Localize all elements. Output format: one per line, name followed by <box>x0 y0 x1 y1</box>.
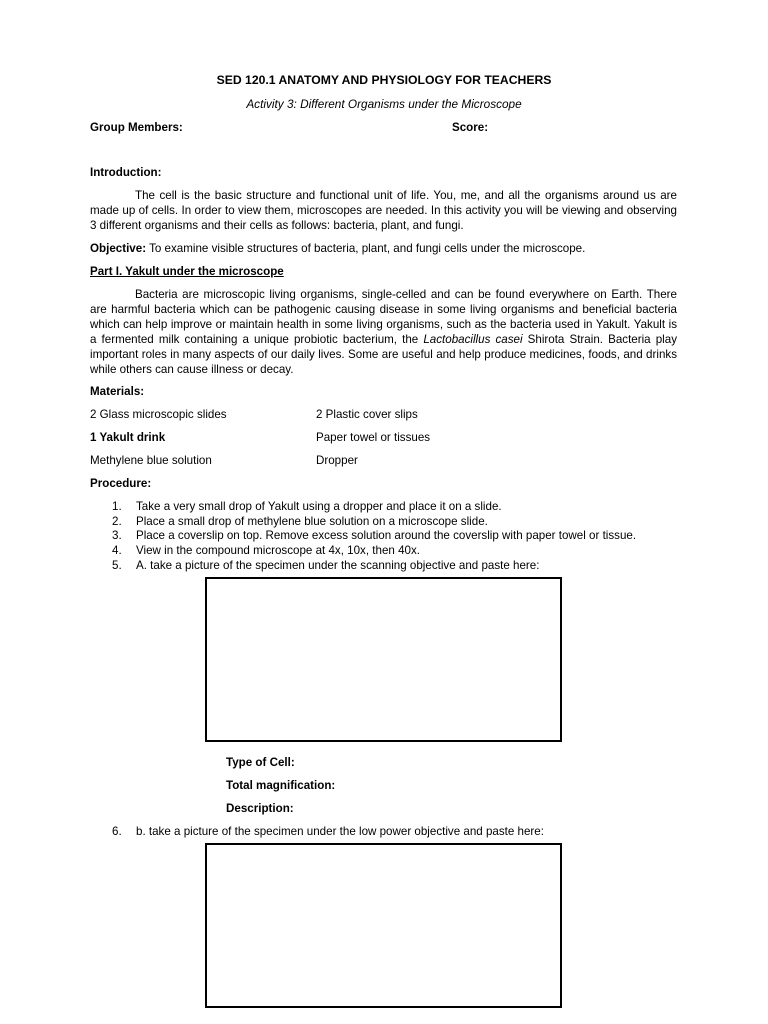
score-label: Score: <box>452 121 489 134</box>
procedure-step <box>112 514 692 529</box>
step-text: Place a coverslip on top. Remove excess solution around the coverslip with paper towel or tissue. <box>136 529 637 542</box>
part1-text <box>90 287 677 377</box>
step-text: View in the compound microscope at 4x, 10x, then 40x. <box>136 544 420 557</box>
material-item: Methylene blue solution <box>90 454 212 467</box>
step-number: 4. <box>112 544 122 557</box>
step-number: 2. <box>112 515 122 528</box>
procedure-step <box>112 543 692 558</box>
materials-heading: Materials: <box>90 385 145 398</box>
step-number: 6. <box>112 825 122 838</box>
objective-text: To examine visible structures of bacteria, plant, and fungi cells under the microscope. <box>146 242 586 255</box>
activity-subtitle: Activity 3: Different Organisms under the Microscope <box>246 97 522 111</box>
step-text: Take a very small drop of Yakult using a dropper and place it on a slide. <box>136 500 502 513</box>
type-of-cell-label: Type of Cell: <box>226 756 295 769</box>
part1-text-a: Bacteria are microscopic living organisms, single-celled and can be found everywhere on Earth. There are harmful bacteria which can be pathogenic causing disease in some living organisms and beneficial bacteria which can help improve or maintain health in some living organisms, such as the bacteria used in Yakult. Yakult is a fermented milk containing a unique probiotic bacterium, the <box>90 288 677 347</box>
document-title: SED 120.1 ANATOMY AND PHYSIOLOGY FOR TEACHERS <box>216 73 552 87</box>
species-name: Lactobacillus casei <box>423 333 523 347</box>
step-text: A. take a picture of the specimen under the scanning objective and paste here: <box>136 559 540 572</box>
part1-text-b: Shirota Strain. Bacteria play important roles in many aspects of our daily lives. Some are useful and help produce medicines, foods, and drinks while others can cause illness or decay. <box>90 333 677 377</box>
procedure-heading: Procedure: <box>90 477 152 490</box>
introduction-heading: Introduction: <box>90 166 162 179</box>
material-item: 2 Glass microscopic slides <box>90 408 227 421</box>
objective-paragraph <box>90 241 677 256</box>
step-text: Place a small drop of methylene blue solution on a microscope slide. <box>136 515 488 528</box>
introduction-text: The cell is the basic structure and functional unit of life. You, me, and all the organisms around us are made up of cells. In order to view them, microscopes are needed. In this activity you will be viewing and observing 3 different organisms and their cells as follows: bacteria, plant, and fungi. <box>90 189 677 233</box>
procedure-step <box>112 528 692 543</box>
procedure-step <box>112 824 692 839</box>
procedure-step <box>112 499 692 514</box>
material-item: 1 Yakult drink <box>90 431 166 444</box>
scanning-objective-image-box[interactable] <box>205 577 562 742</box>
step-number: 1. <box>112 500 122 513</box>
description-label: Description: <box>226 802 294 815</box>
step-number: 5. <box>112 559 122 572</box>
step-text: b. take a picture of the specimen under the low power objective and paste here: <box>136 825 544 838</box>
procedure-step <box>112 558 692 573</box>
material-item: 2 Plastic cover slips <box>316 408 418 421</box>
total-magnification-label: Total magnification: <box>226 779 336 792</box>
material-item: Dropper <box>316 454 358 467</box>
objective-label: Objective: <box>90 242 147 255</box>
part1-heading: Part I. Yakult under the microscope <box>90 265 284 278</box>
group-members-label: Group Members: <box>90 121 183 134</box>
step-number: 3. <box>112 529 122 542</box>
material-item: Paper towel or tissues <box>316 431 431 444</box>
low-power-objective-image-box[interactable] <box>205 843 562 1008</box>
